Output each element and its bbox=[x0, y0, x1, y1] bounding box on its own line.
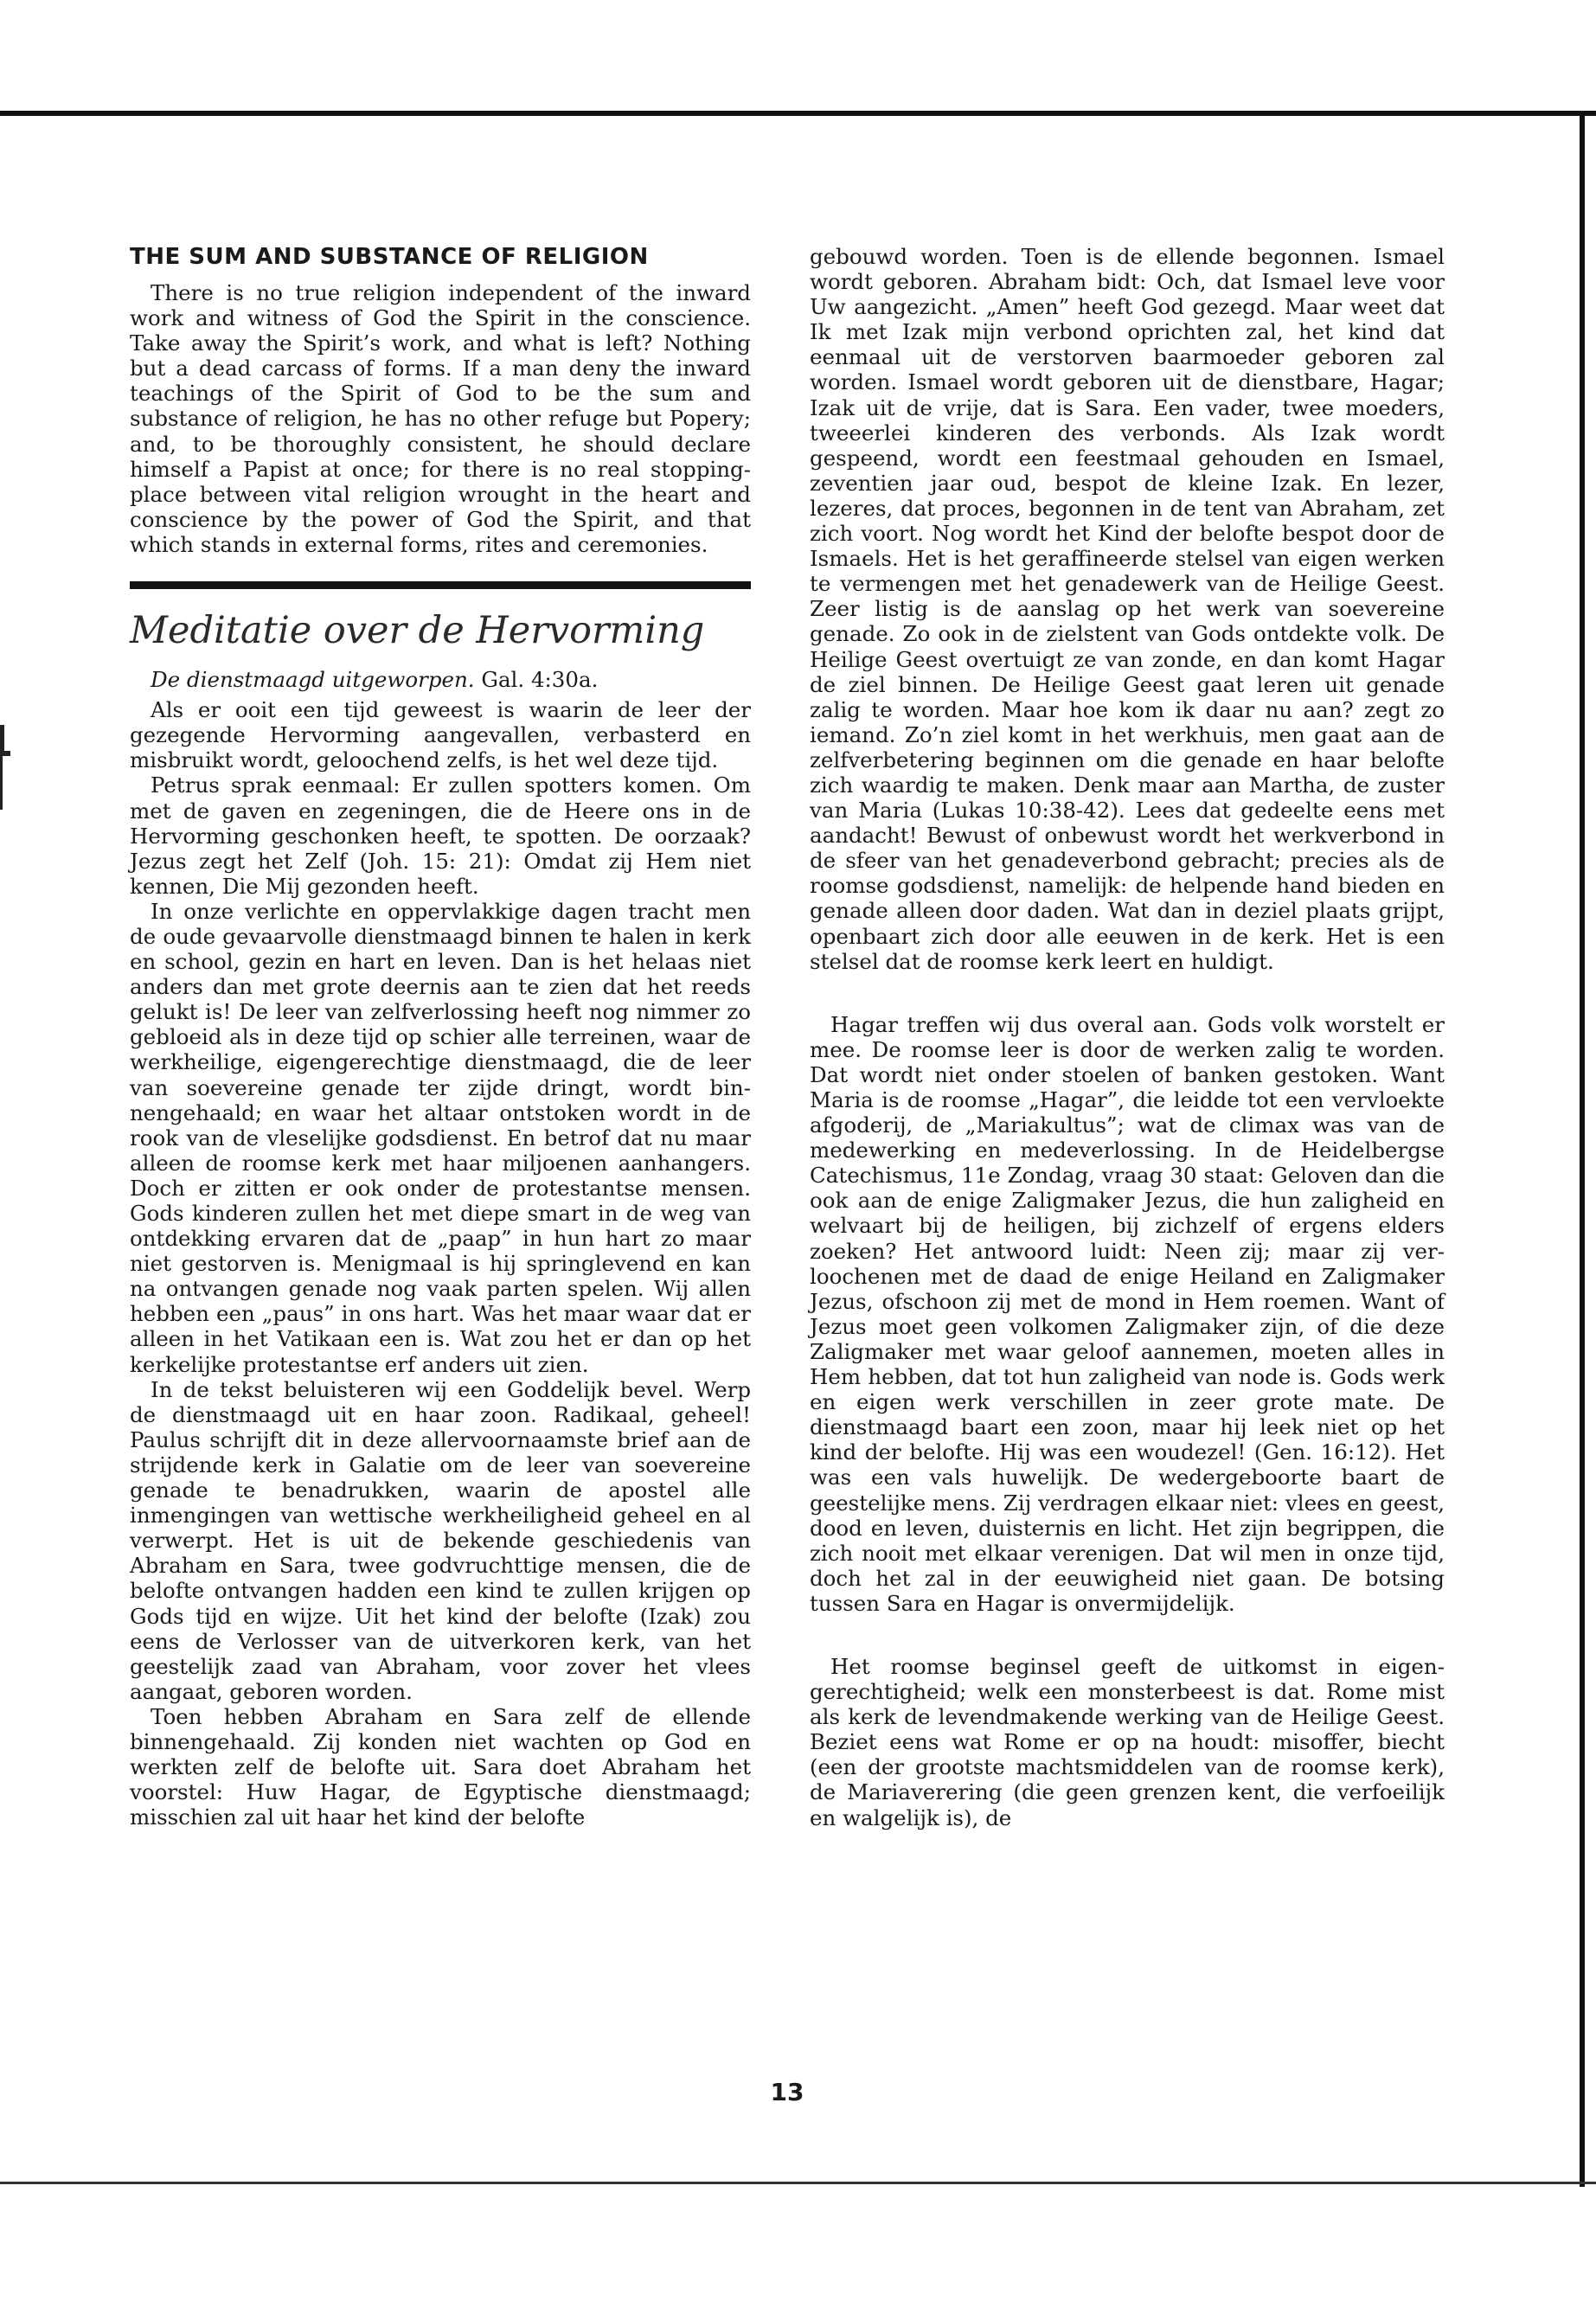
paragraph: In onze verlichte en oppervlakkige dagen tracht men de oude gevaarvolle dienstmaagd binnen te halen in kerk en school, gezin en hart en leven. Dan is het helaas niet anders dan met grote deernis aan te zien dat het reeds gelukt is! De leer van zelfverlossing heeft nog nimmer zo gebloeid als in deze tijd op schier alle terreinen, waar de werkheilige, eigengerechtige dienstmaagd, die de leer van soevereine genade ter zijde dringt, wordt binnengehaald; en waar het altaar ontstoken wordt in de rook van de vleselijke godsdienst. En betrof dat nu maar alleen de roomse kerk met haar miljoenen aanhangers. Doch er zitten er ook onder de protestantse mensen. Gods kinderen zullen het met diepe smart in de weg van ontdekking ervaren dat de „paap” in hun hart zo maar niet gestorven is. Menigmaal is hij springlevend en kan na ontvangen genade nog vaak parten spelen. Wij allen hebben een „paus” in ons hart. Was het maar waar dat er alleen in het Vatikaan een is. Wat zou het er dan op het kerkelijke protestantse erf anders uit zien. bbox=[130, 898, 751, 1377]
subtitle-reference: Gal. 4:30a. bbox=[481, 667, 599, 693]
paragraph: Als er ooit een tijd geweest is waarin de leer der gezegende Hervorming aangevallen, verbasterd en misbruikt wordt, geloochend zelfs, is het wel deze tijd. bbox=[130, 697, 751, 773]
left-column bbox=[130, 244, 751, 1830]
paragraph: In de tekst beluisteren wij een Goddelijk bevel. Werp de dienstmaagd uit en haar zoon. Radikaal, geheel! Paulus schrijft dit in deze allervoornaamste brief aan de strijdende kerk in Galatie om de leer van soevereine genade te benadrukken, waarin de apostel alle inmengingen van wettische werkheiligheid geheel en al verwerpt. Het is uit de bekende geschiedenis van Abraham en Sara, twee godvruchttige mensen, die de belofte ontvangen hadden een kind te zullen krijgen op Gods tijd en wijze. Uit het kind der belofte (Izak) zou eens de Verlosser van de uitverkoren kerk, van het geestelijk zaad van Abraham, voor zover het vlees aangaat, geboren worden. bbox=[130, 1376, 751, 1704]
page-right-border bbox=[1580, 111, 1585, 2187]
paragraph: Hagar treffen wij dus overal aan. Gods volk worstelt er mee. De roomse leer is door de werken zalig te worden. Dat wordt niet onder stoelen of banken gestoken. Want Maria is de roomse „Hagar”, die leidde tot een vervloekte afgoderij, de „Mariakultus”; wat de climax was van de medewerking en medeverlossing. In de Heidelbergse Catechismus, 11e Zondag, vraag 30 staat: Geloven dan die ook aan de enige Zaligmaker Jezus, die hun zaligheid en welvaart bij de heiligen, bij zichzelf of ergens elders zoeken? Het antwoord luidt: Neen zij; maar zij verloochenen met de daad de enige Heiland en Zaligmaker Jezus, ofschoon zij met de mond in Hem roemen. Want of Jezus moet geen volkomen Zaligmaker zijn, of die deze Zaligmaker met waar geloof aannemen, moeten alles in Hem hebben, dat tot hun zaligheid van node is. Gods werk en eigen werk verschillen in zeer grote mate. De dienstmaagd baart een zoon, maar hij leek niet op het kind der belofte. Hij was een woudezel! (Gen. 16:12). Het was een vals huwelijk. De wedergeboorte baart de geestelijke mens. Zij verdragen elkaar niet: vlees en geest, dood en leven, duisternis en licht. Het zijn begrippen, die zich nooit met elkaar verenigen. Dat wil men in onze tijd, doch het zal in der eeuwigheid niet gaan. De botsing tussen Sara en Hagar is onvermijdelijk. bbox=[810, 1011, 1445, 1616]
page-number: 13 bbox=[770, 2078, 804, 2106]
paragraph: Petrus sprak eenmaal: Er zullen spotters komen. Om met de gaven en zegeningen, die de Heere ons in de Hervorming geschonken heeft, te spotten. De oorzaak? Jezus zegt het Zelf (Joh. 15: 21): Omdat zij Hem niet kennen, Die Mij gezonden heeft. bbox=[130, 772, 751, 899]
page-bottom-border bbox=[0, 2182, 1596, 2184]
paragraph-gap bbox=[810, 1616, 1445, 1654]
page-top-border bbox=[0, 111, 1596, 116]
paragraph: gebouwd worden. Toen is de ellende begonnen. Ismael wordt geboren. Abraham bidt: Och, dat Ismael leve voor Uw aangezicht. „Amen” heeft God gezegd. Maar weet dat Ik met Izak mijn verbond oprichten zal, het kind dat eenmaal uit de verstorven baarmoeder geboren zal worden. Ismael wordt geboren uit de dienstbare, Hagar; Izak uit de vrije, dat is Sara. Een vader, twee moeders, tweeerlei kinderen des verbonds. Als Izak wordt gespeend, wordt een feestmaal gehouden en Ismael, zeventien jaar oud, bespot de kleine Izak. En lezer, lezeres, dat proces, begonnen in de tent van Abraham, zet zich voort. Nog wordt het Kind der belofte bespot door de Ismaels. Het is het geraffineerde stelsel van eigen werken te vermengen met het genadewerk van de Heilige Geest. Zeer listig is de aanslag op het werk van soevereine genade. Zo ook in de zielstent van Gods ontdekte volk. De Heilige Geest overtuigt ze van zonde, en dan komt Hagar de ziel binnen. De Heilige Geest gaat leren uit genade zalig te worden. Maar hoe kom ik daar nu aan? zegt zo iemand. Zo’n ziel komt in het werkhuis, men gaat aan de zelfverbetering beginnen om die genade en haar belofte zich waardig te maken. Denk maar aan Martha, de zuster van Maria (Lukas 10:38-42). Lees dat gedeelte eens met aandacht! Bewust of onbewust wordt het werkverbond in de sfeer van het genadeverbond gebracht; precies als de roomse godsdienst, namelijk: de helpende hand bieden en genade alleen door daden. Wat dan in deziel plaats grijpt, openbaart zich door alle eeuwen in de kerk. Het is een stelsel dat de roomse kerk leert en huldigt. bbox=[810, 244, 1445, 974]
paragraph: Toen hebben Abraham en Sara zelf de ellende binnengehaald. Zij konden niet wachten op God en werkten zelf de belofte uit. Sara doet Abraham het voorstel: Huw Hagar, de Egyptische dienstmaagd; misschien zal uit haar het kind der belofte bbox=[130, 1703, 751, 1830]
subtitle-text: De dienstmaagd uitgeworpen. bbox=[151, 667, 475, 693]
paragraph: Het roomse beginsel geeft de uitkomst in eigengerechtigheid; welk een monsterbeest is dat. Rome mist als kerk de levendmakende werking van de Heilige Geest. Beziet eens wat Rome er op na houdt: misoffer, biecht (een der grootste machtsmiddelen van de roomse kerk), de Mariaverering (die geen grenzen kent, die verfoeilijk en walgelijk is), de bbox=[810, 1653, 1445, 1830]
left-edge-mark bbox=[0, 746, 3, 810]
section-rule bbox=[130, 581, 751, 589]
article-subtitle bbox=[130, 667, 751, 692]
english-body: There is no true religion independent of the inward work and witness of God the Spirit in the conscience. Take away the Spirit’s work, and what is left? Nothing but a dead carcass of forms. If a man deny the inward teachings of the Spirit of God to be the sum and substance of religion, he has no other refuge but Popery; and, to be thoroughly consistent, he should declare himself a Papist at once; for there is no real stopping-place between vital religion wrought in the heart and conscience by the power of God the Spirit, and that which stands in external forms, rites and ceremonies. bbox=[130, 280, 751, 557]
article-title: Meditatie over de Hervorming bbox=[130, 609, 705, 653]
english-heading: THE SUM AND SUBSTANCE OF RELIGION bbox=[130, 244, 649, 270]
paragraph-gap bbox=[810, 974, 1445, 1012]
right-column bbox=[810, 244, 1445, 1830]
